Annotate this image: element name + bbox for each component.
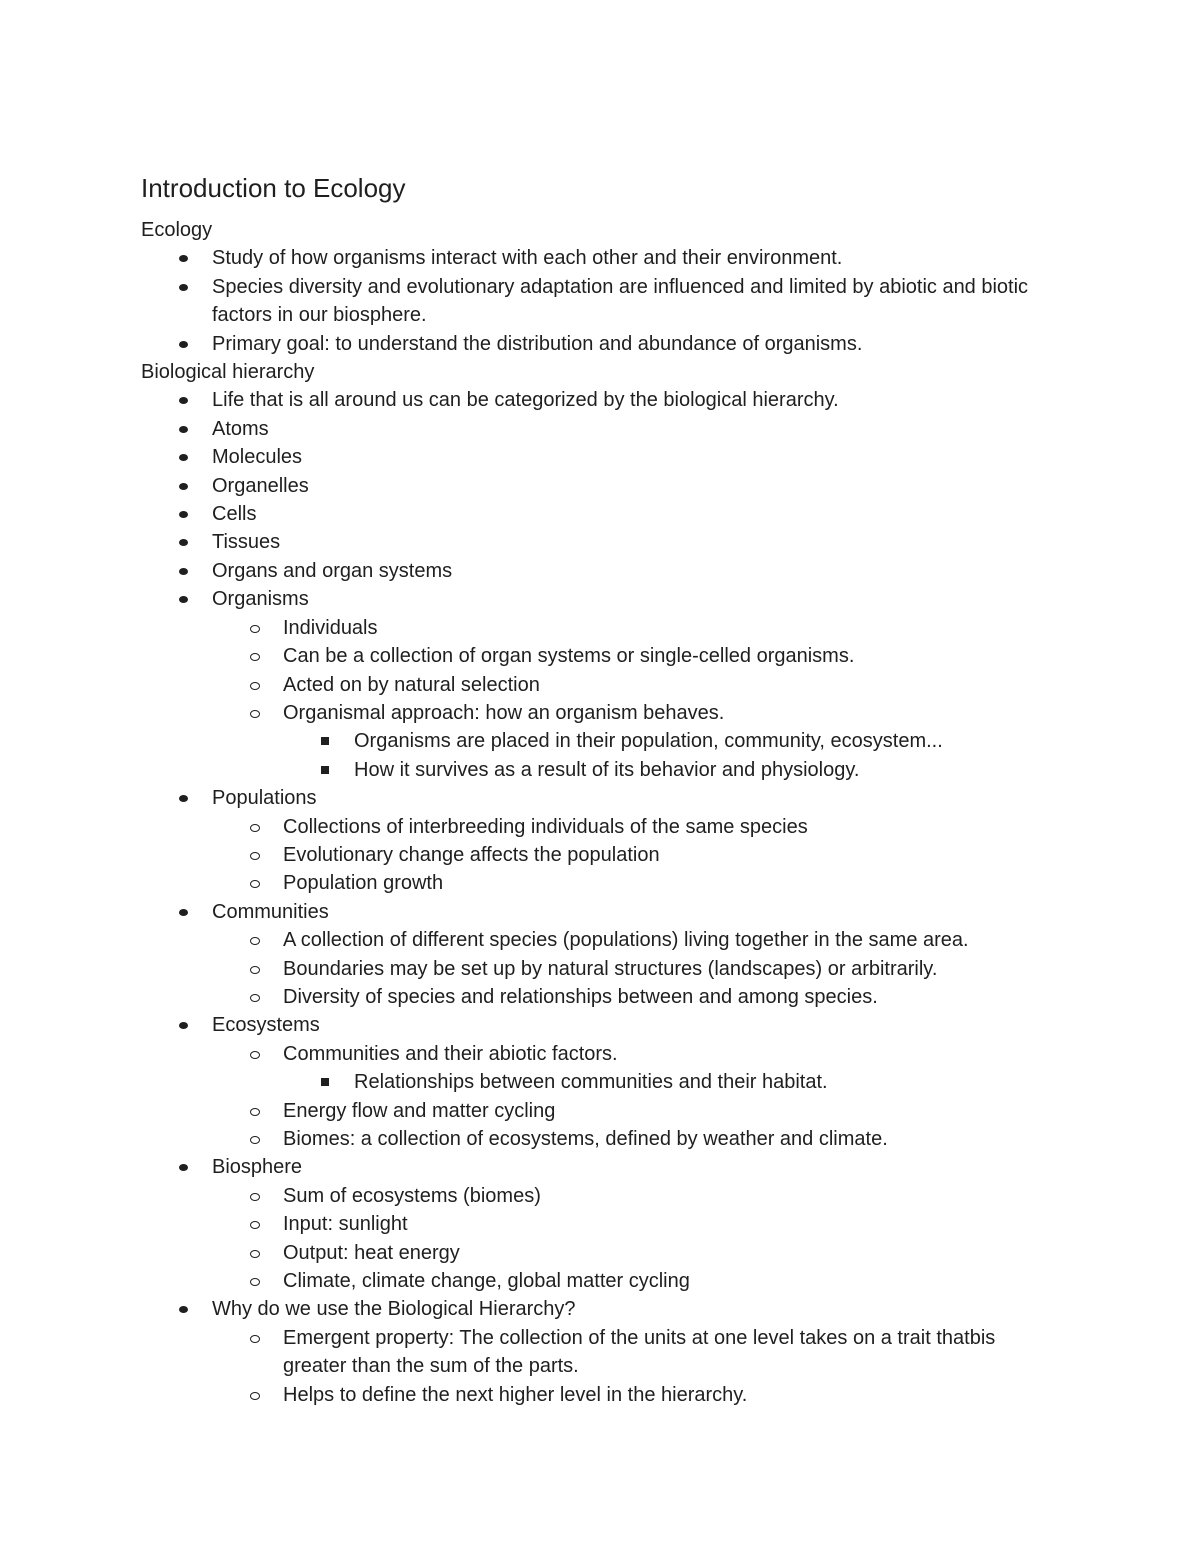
hollow-bullet-icon	[250, 1051, 260, 1059]
sub-list-item-text: Boundaries may be set up by natural structures (landscapes) or arbitrarily.	[283, 957, 938, 980]
list-item-text: Organs and organ systems	[212, 559, 453, 582]
sub-bullet-list	[212, 813, 1061, 898]
sub-bullet-list	[212, 614, 1061, 784]
list-item-text: Why do we use the Biological Hierarchy?	[212, 1298, 576, 1321]
list-item-text: Organelles	[212, 474, 309, 497]
sub-list-item-text: Acted on by natural selection	[283, 673, 540, 696]
filled-bullet-icon	[179, 1022, 188, 1029]
sub-list-item-text: Population growth	[283, 872, 444, 895]
sub-list-item	[212, 699, 1061, 784]
list-item-text: Cells	[212, 503, 257, 526]
filled-bullet-icon	[179, 454, 188, 461]
filled-bullet-icon	[179, 596, 188, 603]
hollow-bullet-icon	[250, 1221, 260, 1229]
section-heading: Ecology	[141, 219, 213, 241]
sub-list-item-text: A collection of different species (populations) living together in the same area.	[283, 929, 969, 952]
hollow-bullet-icon	[250, 824, 260, 832]
hollow-bullet-icon	[250, 682, 260, 690]
filled-bullet-icon	[179, 1164, 188, 1171]
sub-sub-list-item	[283, 756, 1061, 784]
list-item	[141, 443, 1061, 471]
hollow-bullet-icon	[250, 1193, 260, 1201]
filled-bullet-icon	[179, 795, 188, 802]
document-body	[141, 216, 1061, 1409]
hollow-bullet-icon	[250, 1335, 260, 1343]
square-bullet-icon	[321, 1078, 329, 1086]
list-item	[141, 898, 1061, 1012]
hollow-bullet-icon	[250, 1250, 260, 1258]
hollow-bullet-icon	[250, 880, 260, 888]
filled-bullet-icon	[179, 284, 188, 291]
list-item	[141, 585, 1061, 784]
sub-bullet-list	[212, 1182, 1061, 1296]
sub-list-item-text: Organismal approach: how an organism behaves.	[283, 701, 725, 724]
square-bullet-icon	[321, 737, 329, 745]
sub-sub-bullet-list	[283, 727, 1061, 784]
filled-bullet-icon	[179, 568, 188, 575]
hollow-bullet-icon	[250, 994, 260, 1002]
sub-sub-list-item	[283, 1068, 1061, 1096]
list-item	[141, 330, 1061, 358]
sub-list-item	[212, 642, 1061, 670]
sub-sub-list-item	[283, 727, 1061, 755]
sub-list-item	[212, 955, 1061, 983]
sub-list-item	[212, 1267, 1061, 1295]
list-item-text: Life that is all around us can be categorized by the biological hierarchy.	[212, 389, 839, 412]
list-item	[141, 386, 1061, 414]
sub-list-item-text: Sum of ecosystems (biomes)	[283, 1184, 541, 1207]
filled-bullet-icon	[179, 909, 188, 916]
sub-list-item-text: Evolutionary change affects the population	[283, 843, 660, 866]
hollow-bullet-icon	[250, 1278, 260, 1286]
filled-bullet-icon	[179, 483, 188, 490]
sub-list-item-text: Individuals	[283, 616, 378, 639]
filled-bullet-icon	[179, 341, 188, 348]
list-item	[141, 244, 1061, 272]
hollow-bullet-icon	[250, 852, 260, 860]
sub-list-item-text: Biomes: a collection of ecosystems, defined by weather and climate.	[283, 1128, 888, 1150]
section-ecology	[141, 216, 1061, 358]
hollow-bullet-icon	[250, 966, 260, 974]
bullet-list	[141, 386, 1061, 1409]
list-item-text: Populations	[212, 787, 317, 810]
hollow-bullet-icon	[250, 653, 260, 661]
sub-list-item	[212, 869, 1061, 897]
sub-bullet-list	[212, 926, 1061, 1011]
sub-list-item	[212, 1125, 1061, 1153]
list-item	[141, 528, 1061, 556]
list-item	[141, 1295, 1061, 1409]
sub-list-item	[212, 1324, 1061, 1381]
sub-sub-bullet-list	[283, 1068, 1061, 1096]
sub-list-item	[212, 983, 1061, 1011]
list-item-text: Atoms	[212, 417, 269, 440]
sub-list-item	[212, 841, 1061, 869]
sub-list-item	[212, 1097, 1061, 1125]
hollow-bullet-icon	[250, 937, 260, 945]
section-heading: Biological hierarchy	[141, 361, 315, 384]
sub-list-item-text: Communities and their abiotic factors.	[283, 1042, 618, 1065]
list-item-text: Study of how organisms interact with each other and their environment.	[212, 247, 843, 270]
sub-list-item-text: Input: sunlight	[283, 1213, 408, 1236]
sub-list-item	[212, 1239, 1061, 1267]
sub-list-item	[212, 671, 1061, 699]
list-item	[141, 472, 1061, 500]
sub-list-item-text: Helps to define the next higher level in the hierarchy.	[283, 1383, 748, 1406]
sub-bullet-list	[212, 1040, 1061, 1154]
filled-bullet-icon	[179, 539, 188, 546]
sub-list-item	[212, 926, 1061, 954]
document-title: Introduction to Ecology	[141, 173, 406, 203]
filled-bullet-icon	[179, 1306, 188, 1313]
list-item-text: Communities	[212, 900, 329, 923]
list-item	[141, 500, 1061, 528]
sub-list-item	[212, 1182, 1061, 1210]
sub-list-item	[212, 1040, 1061, 1097]
sub-list-item-text: Climate, climate change, global matter cycling	[283, 1270, 690, 1293]
list-item-text: Molecules	[212, 446, 303, 469]
hollow-bullet-icon	[250, 625, 260, 633]
sub-list-item	[212, 614, 1061, 642]
list-item-text: Biosphere	[212, 1156, 303, 1179]
filled-bullet-icon	[179, 397, 188, 404]
sub-bullet-list	[212, 1324, 1061, 1409]
hollow-bullet-icon	[250, 1136, 260, 1144]
list-item-text: Primary goal: to understand the distribution and abundance of organisms.	[212, 332, 863, 355]
hollow-bullet-icon	[250, 710, 260, 718]
bullet-list	[141, 244, 1061, 358]
filled-bullet-icon	[179, 426, 188, 433]
sub-list-item-text: Emergent property: The collection of the units at one level takes on a trait thatbis greater than the sum of the parts.	[283, 1326, 996, 1378]
sub-list-item	[212, 813, 1061, 841]
list-item-text: Species diversity and evolutionary adaptation are influenced and limited by abiotic and biotic factors in our biosphere.	[212, 275, 1029, 327]
list-item	[141, 557, 1061, 585]
sub-list-item-text: Can be a collection of organ systems or single-celled organisms.	[283, 645, 855, 668]
square-bullet-icon	[321, 766, 329, 774]
sub-list-item-text: Output: heat energy	[283, 1241, 460, 1264]
sub-sub-list-item-text: How it survives as a result of its behavior and physiology.	[354, 758, 860, 781]
list-item	[141, 1011, 1061, 1153]
sub-list-item-text: Collections of interbreeding individuals of the same species	[283, 815, 808, 838]
hollow-bullet-icon	[250, 1392, 260, 1400]
sub-list-item-text: Diversity of species and relationships between and among species.	[283, 985, 878, 1008]
sub-list-item-text: Energy flow and matter cycling	[283, 1099, 556, 1122]
list-item-text: Organisms	[212, 588, 309, 611]
list-item	[141, 273, 1061, 330]
list-item	[141, 415, 1061, 443]
sub-sub-list-item-text: Relationships between communities and their habitat.	[354, 1071, 828, 1094]
sub-list-item	[212, 1381, 1061, 1409]
list-item-text: Tissues	[212, 531, 281, 554]
list-item	[141, 784, 1061, 898]
filled-bullet-icon	[179, 255, 188, 262]
sub-sub-list-item-text: Organisms are placed in their population, community, ecosystem...	[354, 730, 943, 753]
section-biological-hierarchy	[141, 358, 1061, 1409]
filled-bullet-icon	[179, 511, 188, 518]
hollow-bullet-icon	[250, 1108, 260, 1116]
sub-list-item	[212, 1210, 1061, 1238]
list-item-text: Ecosystems	[212, 1014, 320, 1037]
list-item	[141, 1153, 1061, 1295]
